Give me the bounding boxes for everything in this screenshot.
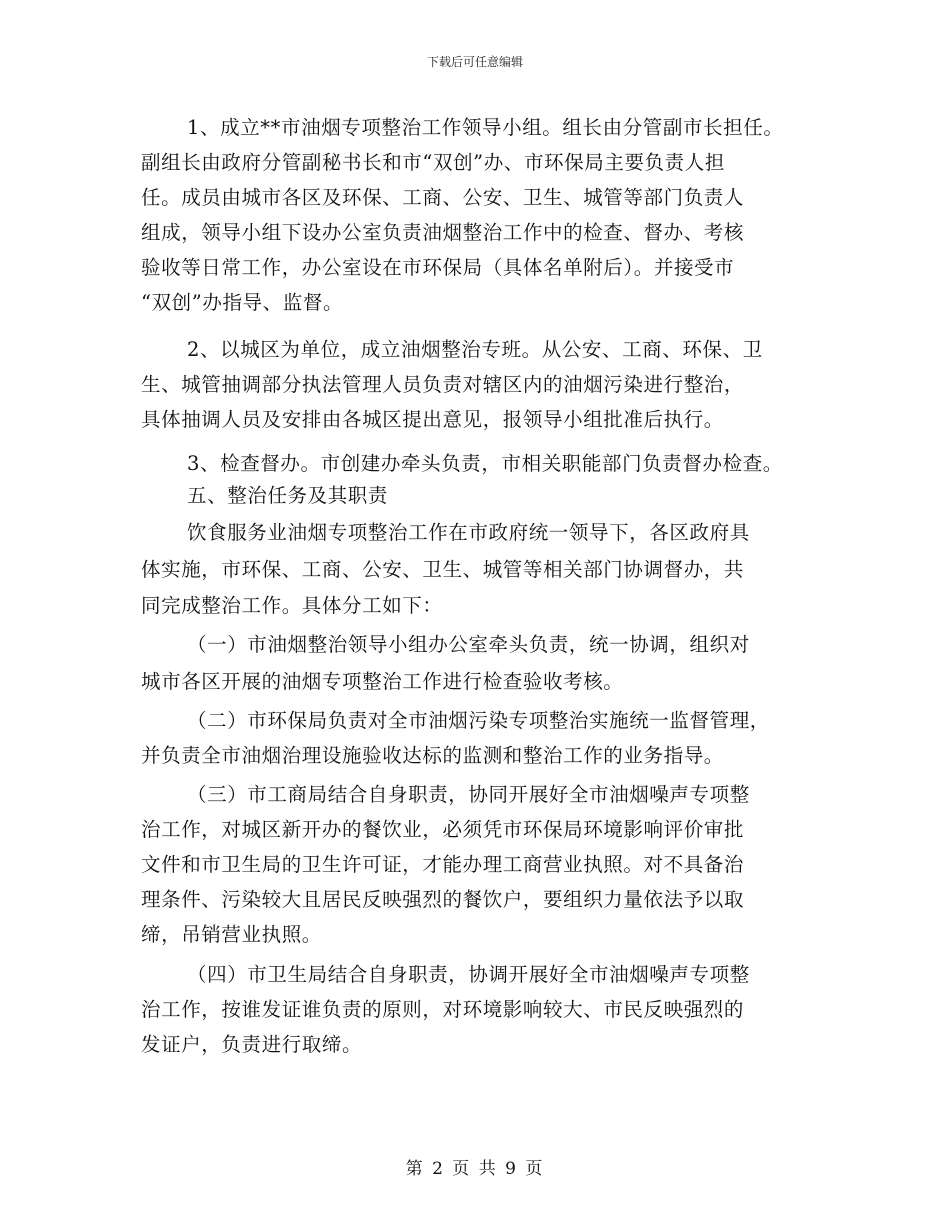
body-line: 具体抽调人员及安排由各城区提出意见，报领导小组批准后执行。	[141, 408, 724, 431]
body-line: 文件和市卫生局的卫生许可证，才能办理工商营业执照。对不具备治	[141, 853, 745, 876]
body-line: 副组长由政府分管副秘书长和市“双创”办、市环保局主要负责人担	[141, 151, 725, 174]
body-line: 任。成员由城市各区及环保、工商、公安、卫生、城管等部门负责人	[141, 186, 745, 209]
body-line: （二）市环保局负责对全市油烟污染专项整治实施统一监督管理，	[187, 709, 770, 732]
body-line: 2、以城区为单位，成立油烟整治专班。从公安、工商、环保、卫	[187, 338, 763, 361]
body-line: （四）市卫生局结合自身职责，协调开展好全市油烟噪声专项整	[187, 963, 750, 986]
body-line: （三）市工商局结合自身职责，协同开展好全市油烟噪声专项整	[187, 783, 750, 806]
body-line: 理条件、污染较大且居民反映强烈的餐饮户，要组织力量依法予以取	[141, 888, 745, 911]
page-number-footer: 第 2 页 共 9 页	[405, 1159, 545, 1179]
section-heading: 五、整治任务及其职责	[187, 484, 389, 507]
body-line: 发证户，负责进行取缔。	[141, 1033, 363, 1056]
body-line: 缔，吊销营业执照。	[141, 923, 322, 946]
body-line: “双创”办指导、监督。	[141, 291, 344, 314]
body-line: 体实施，市环保、工商、公安、卫生、城管等相关部门协调督办，共	[141, 558, 745, 581]
body-line: 生、城管抽调部分执法管理人员负责对辖区内的油烟污染进行整治，	[141, 373, 745, 396]
body-line: 组成，领导小组下设办公室负责油烟整治工作中的检查、督办、考核	[141, 221, 745, 244]
body-line: 治工作，按谁发证谁负责的原则，对环境影响较大、市民反映强烈的	[141, 998, 745, 1021]
body-line: 同完成整治工作。具体分工如下：	[141, 594, 443, 617]
body-line: 并负责全市油烟治理设施验收达标的监测和整治工作的业务指导。	[141, 744, 724, 767]
body-line: （一）市油烟整治领导小组办公室牵头负责，统一协调，组织对	[187, 633, 750, 656]
body-line: 验收等日常工作，办公室设在市环保局（具体名单附后）。并接受市	[141, 256, 735, 279]
body-line: 3、检查督办。市创建办牵头负责，市相关职能部门负责督办检查。	[187, 452, 783, 475]
body-line: 饮食服务业油烟专项整治工作在市政府统一领导下，各区政府具	[187, 521, 750, 544]
body-line: 1、成立**市油烟专项整治工作领导小组。组长由分管副市长担任。	[187, 116, 784, 139]
body-line: 治工作，对城区新开办的餐饮业，必须凭市环保局环境影响评价审批	[141, 818, 745, 841]
body-line: 城市各区开展的油烟专项整治工作进行检查验收考核。	[141, 670, 624, 693]
page-header: 下载后可任意编辑	[426, 55, 523, 69]
